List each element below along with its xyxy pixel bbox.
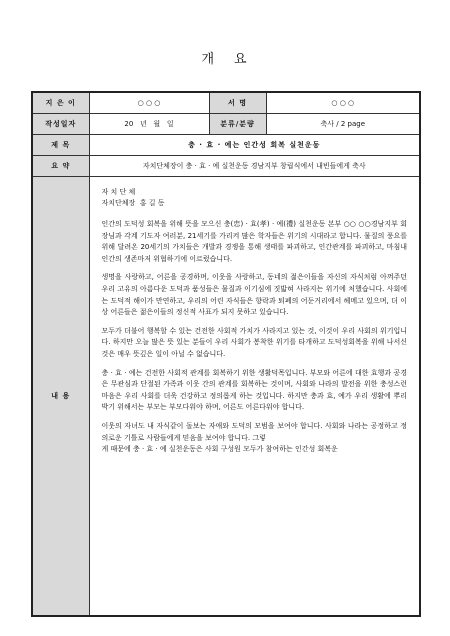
content-body	[89, 177, 420, 617]
subject-value: 충 · 효 · 예는 인간성 회복 실천운동	[89, 135, 420, 156]
date-value: 20 년 월 일	[89, 114, 209, 135]
paragraph: 충 · 효 · 예는 건전한 사회적 관계를 회복하기 위한 생활덕목입니다. 부모와 어른에 대한 효행과 공경은 무관심과 단절된 가족과 이웃 간의 관계를 회복하는 것이며, 사회와 나라의 발전을 위한 충성스런 마음은 우리 사회를 더욱 건강하고 정의롭게 하는 것입니다. 하지만 충과 효, 예가 우리 생활에 뿌리박기 위해서는 부모는 부모다워야 하며, 어른도 어른다워야 합니다.	[101, 368, 407, 412]
writer-name: 자치단체장 홍 길 동	[101, 199, 165, 207]
content-row	[32, 177, 420, 617]
subject-label: 제 목	[32, 135, 89, 156]
summary-row	[32, 156, 420, 177]
writer-org: 자 치 단 체	[101, 188, 136, 196]
book-title-value: ○ ○ ○	[266, 92, 420, 114]
summary-label: 요 약	[32, 156, 89, 177]
category-label: 분류/분량	[209, 114, 266, 135]
subject-row	[32, 135, 420, 156]
content-label: 내 용	[32, 177, 89, 617]
summary-value: 자치단체장이 충 · 효 · 예 실천운동 경남지부 창립식에서 내빈들에게 축사	[89, 156, 420, 177]
document-title-right: 요	[234, 52, 249, 67]
category-value: 축사 / 2 page	[266, 114, 420, 135]
author-label: 지 은 이	[32, 92, 89, 114]
writer-block	[102, 187, 408, 209]
author-row	[32, 92, 420, 114]
paragraph: 이웃의 자녀도 내 자식같이 돌보는 자애와 도덕의 모범을 보여야 합니다. 사회와 나라는 공정하고 정의로운 기틀로 사람들에게 믿음을 보여야 합니다. 그렇 게 때문에 충 · 효 · 예 실천운동은 사회 구성원 모두가 참여하는 인간성 회복운	[101, 421, 407, 454]
book-title-label: 서 명	[209, 92, 266, 114]
date-label: 작성일자	[32, 114, 89, 135]
paragraph: 모두가 더불어 행복할 수 있는 건전한 사회적 가치가 사라지고 있는 것, 이것이 우리 사회의 위기입니다. 하지만 오늘 많은 뜻 있는 분들이 우리 사회가 봉착한 위기를 타개하고 도덕성회복을 위해 나서신 것은 매우 뜻깊은 일이 아닐 수 없습니다.	[101, 326, 407, 358]
document-title	[0, 48, 450, 67]
paragraph: 인간의 도덕성 회복을 위해 뜻을 모으신 충(忠) · 효(孝) · 예(禮) 실천운동 본부 ○○ ○○경남지부 회장님과 각계 기도자 여러분, 21세기를 가리켜 많은 학자들은 위기의 시대라고 합니다. 물질의 풍요를 위해 달려온 20세기의 가치들은 개발과 경쟁을 통해 생태를 파괴하고, 인간관계를 파괴하고, 마침내 인간의 생존마저 위협하기에 이르렀습니다.	[101, 220, 407, 263]
overview-form-table	[31, 91, 421, 617]
document-title-left: 개	[201, 52, 216, 67]
author-value: ○ ○ ○	[89, 92, 209, 114]
date-row	[32, 114, 420, 135]
paragraph: 생명을 사랑하고, 어른을 공경하며, 이웃을 사랑하고, 동네의 젊은이들을 자신의 자식처럼 아껴주던 우리 고유의 아름다운 도덕과 품성들은 물질과 이기심에 짓밟혀 사라지는 위기에 처했습니다. 사회에는 도덕적 해이가 만연하고, 우리의 어린 자식들은 향락과 퇴폐의 어둔거리에서 헤메고 있으며, 더 이상 어른들은 젊은이들의 정신적 사표가 되지 못하고 있습니다.	[101, 273, 407, 317]
